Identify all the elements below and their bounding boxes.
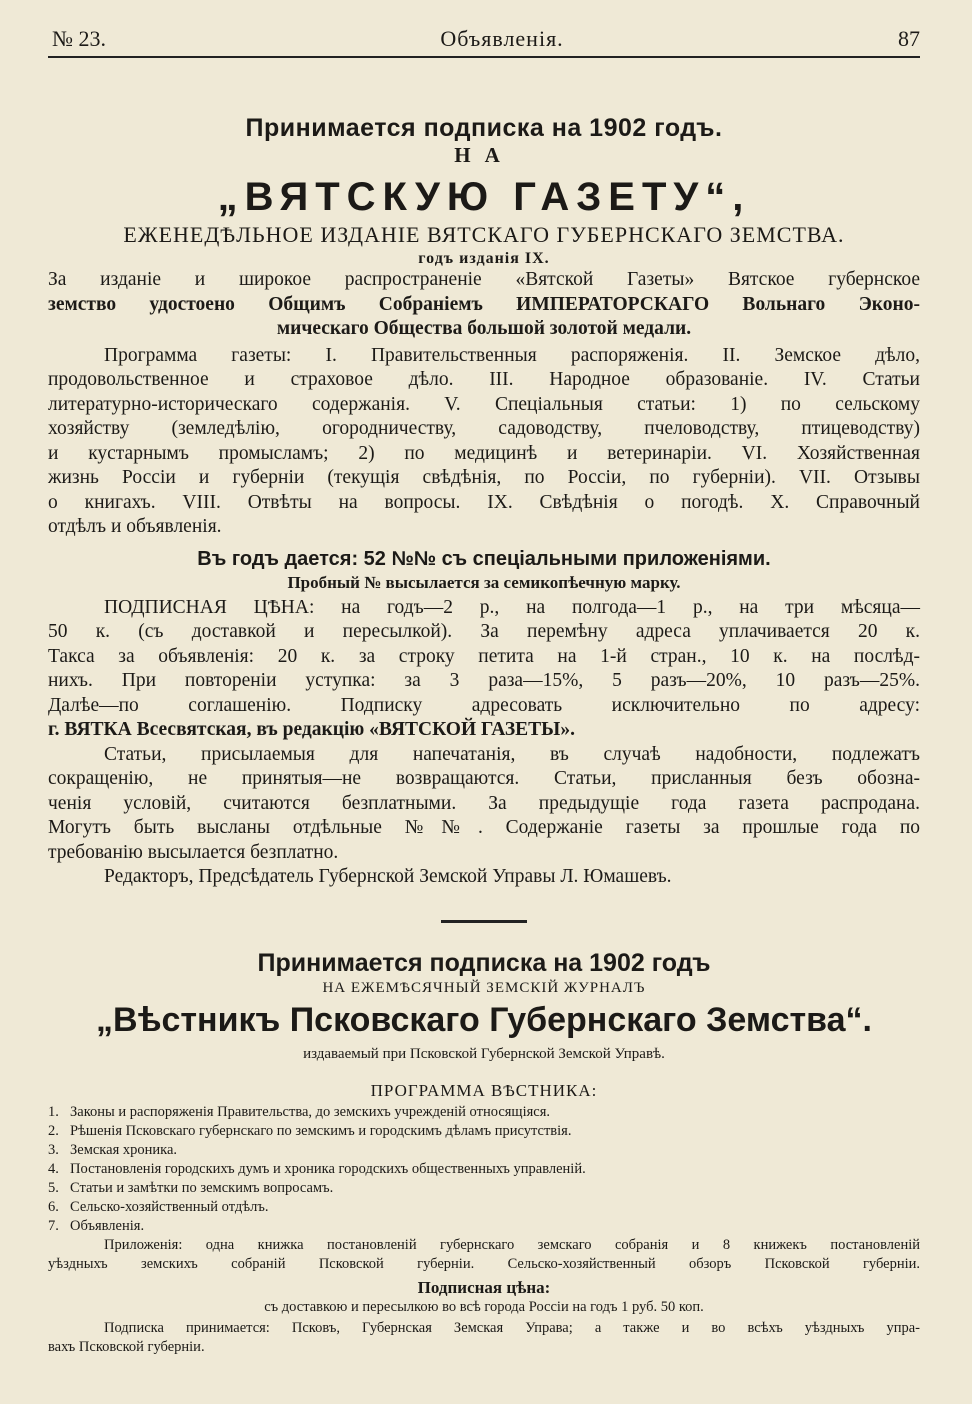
price-line: 50 к. (съ доставкой и пересылкой). За перемѣну адреса уплачивается 20 к. bbox=[48, 621, 920, 642]
ad2-program-list bbox=[48, 1103, 920, 1236]
ad2-price-heading: Подписная цѣна: bbox=[417, 1277, 551, 1297]
ad2-heading: Принимается подписка на 1902 годъ bbox=[257, 948, 711, 977]
price-line: Такса за объявленія: 20 к. за строку петита на 1-й стран., 10 к. на послѣд- bbox=[48, 645, 920, 667]
list-text: Сельско-хозяйственный отдѣлъ. bbox=[70, 1198, 269, 1215]
ad1-editor: Редакторъ, Предсѣдатель Губернской Земской Управы Л. Юмашевъ. bbox=[104, 866, 672, 887]
articles-line: ченія условій, считаются безплатными. За предыдущіе года газета распродана. bbox=[48, 792, 920, 814]
program-line: продовольственное и страховое дѣло. III. Народное образованіе. IV. Статьи bbox=[48, 369, 920, 390]
list-number: 5. bbox=[48, 1179, 59, 1196]
list-text: Законы и распоряженія Правительства, до земскихъ учрежденій относящіяся. bbox=[70, 1103, 551, 1120]
program-line: и кустарнымъ промысламъ; 2) по медицинѣ и ветеринаріи. VI. Хозяйственная bbox=[48, 442, 920, 464]
award-line: земство удостоено Общимъ Собраніемъ ИМПЕРАТОРСКАГО Вольнаго Эконо- bbox=[48, 293, 920, 315]
articles-line: Могутъ быть высланы отдѣльные №№. Содержаніе газеты за прошлые года по bbox=[48, 817, 920, 838]
ad2-supplements: уѣздныхъ земскихъ собраній Псковской губерніи. Сельско-хозяйственный обзоръ Псковской губерніи. bbox=[48, 1255, 920, 1272]
ad2-where: вахъ Псковской губерніи. bbox=[48, 1338, 205, 1355]
section-divider bbox=[441, 920, 527, 923]
list-number: 7. bbox=[48, 1217, 59, 1234]
ad2-where: Подписка принимается: Псковъ, Губернская Земская Управа; а также и во всѣхъ уѣздныхъ упра- bbox=[104, 1319, 920, 1336]
price-line: нихъ. При повтореніи уступка: за 3 раза—15%, 5 разъ—20%, 10 разъ—25%. bbox=[48, 670, 920, 691]
list-item bbox=[48, 1122, 920, 1141]
page-number: 87 bbox=[898, 26, 920, 51]
ad2-title: „Вѣстникъ Псковскаго Губернскаго Земства“. bbox=[96, 1000, 872, 1039]
list-number: 4. bbox=[48, 1160, 59, 1177]
ad1-articles bbox=[48, 743, 920, 890]
program-line: о книгахъ. VIII. Отвѣты на вопросы. IX. Свѣдѣнія о погодѣ. X. Справочный bbox=[48, 491, 920, 513]
list-item bbox=[48, 1141, 920, 1160]
ad2-supplements: Приложенія: одна книжка постановленій губернскаго земскаго собранія и 8 книжекъ постановленій bbox=[104, 1236, 920, 1253]
ad2-price: съ доставкою и пересылкою во всѣ города Россіи на годъ 1 руб. 50 коп. bbox=[264, 1298, 704, 1315]
pskov-journal-ad bbox=[48, 949, 920, 1357]
vyatka-gazette-ad bbox=[48, 114, 920, 890]
address-line: г. ВЯТКА Всесвятская, въ редакцію «ВЯТСКОЙ ГАЗЕТЫ». bbox=[48, 719, 575, 740]
ad2-sub: НА ЕЖЕМѢСЯЧНЫЙ ЗЕМСКІЙ ЖУРНАЛЪ bbox=[322, 979, 646, 996]
price-line: Далѣе—по соглашенію. Подписку адресовать исключительно по адресу: bbox=[48, 694, 920, 716]
ad2-publisher: издаваемый при Псковской Губернской Земской Управѣ. bbox=[303, 1045, 665, 1062]
ad1-price bbox=[48, 596, 920, 743]
newspaper-page bbox=[48, 26, 920, 1357]
list-item bbox=[48, 1103, 920, 1122]
program-line: жизнь Россіи и губерніи (текущія свѣдѣнія, по Россіи, по губерніи). VII. Отзывы bbox=[48, 467, 920, 488]
price-line: ПОДПИСНАЯ ЦѢНА: на годъ—2 р., на полгода—1 р., на три мѣсяца— bbox=[104, 596, 920, 618]
articles-line: сокращенію, не принятыя—не возвращаются. Статьи, присланныя безъ обозна- bbox=[48, 768, 920, 789]
list-text: Статьи и замѣтки по земскимъ вопросамъ. bbox=[70, 1179, 334, 1196]
list-text: Постановленія городскихъ думъ и хроника городскихъ общественныхъ управленій. bbox=[70, 1160, 586, 1177]
ad1-subtitle: ЕЖЕНЕДѢЛЬНОЕ ИЗДАНІЕ ВЯТСКАГО ГУБЕРНСКАГО ЗЕМСТВА. bbox=[123, 222, 845, 247]
list-number: 6. bbox=[48, 1198, 59, 1215]
articles-line: Статьи, присылаемыя для напечатанія, въ случаѣ надобности, подлежатъ bbox=[104, 743, 920, 765]
program-line-last: отдѣлъ и объявленія. bbox=[48, 516, 222, 537]
articles-line-last: требованію высылается безплатно. bbox=[48, 841, 339, 863]
program-line: хозяйству (земледѣлію, огородничеству, садоводству, пчеловодству, птицеводству) bbox=[48, 418, 920, 439]
ad1-na: НА bbox=[454, 143, 514, 167]
list-text: Земская хроника. bbox=[70, 1141, 178, 1158]
list-number: 3. bbox=[48, 1141, 59, 1158]
list-item bbox=[48, 1160, 920, 1179]
ad1-issues: Въ годъ дается: 52 №№ съ спеціальными приложеніями. bbox=[197, 547, 771, 570]
list-item bbox=[48, 1179, 920, 1198]
list-item bbox=[48, 1217, 920, 1236]
ad1-year: годъ изданія IX. bbox=[418, 250, 550, 267]
page-header bbox=[48, 26, 920, 58]
ad1-title: „ВЯТСКУЮ ГАЗЕТУ“, bbox=[217, 175, 751, 219]
ad1-program bbox=[48, 344, 920, 540]
ad1-award bbox=[48, 268, 920, 342]
list-item bbox=[48, 1198, 920, 1217]
list-text: Объявленія. bbox=[70, 1217, 145, 1234]
program-line: литературно-историческаго содержанія. V. Спеціальныя статьи: 1) по сельскому bbox=[48, 393, 920, 415]
award-line-last: мическаго Общества большой золотой медали. bbox=[276, 318, 692, 339]
list-number: 2. bbox=[48, 1122, 59, 1139]
ad1-trial: Пробный № высылается за семикопѣечную марку. bbox=[287, 572, 681, 592]
list-number: 1. bbox=[48, 1103, 59, 1120]
award-line: За изданіе и широкое распространеніе «Вятской Газеты» Вятское губернское bbox=[48, 269, 920, 290]
ad1-heading: Принимается подписка на 1902 годъ. bbox=[245, 114, 723, 142]
list-text: Рѣшенія Псковскаго губернскаго по земскимъ и городскимъ дѣламъ присутствія. bbox=[70, 1122, 572, 1139]
ad2-program-heading: ПРОГРАММА ВѢСТНИКА: bbox=[370, 1080, 598, 1100]
section-title: Объявленія. bbox=[440, 26, 564, 51]
program-line: Программа газеты: I. Правительственныя распоряженія. II. Земское дѣло, bbox=[104, 344, 920, 366]
issue-number: № 23. bbox=[52, 26, 106, 51]
